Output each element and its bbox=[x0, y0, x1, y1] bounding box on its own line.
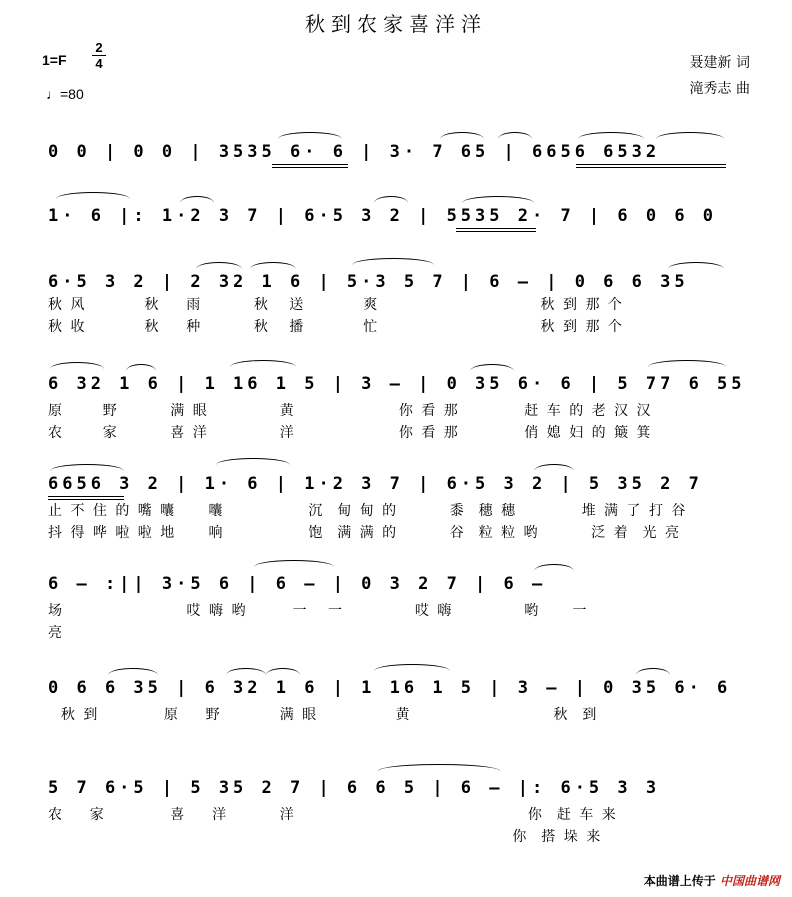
slur bbox=[278, 132, 342, 139]
lyrics-verse-2: 抖 得 哗 啦 啦 地 响 饱 满 满 的 谷 粒 粒 哟 泛 着 光 亮 bbox=[48, 525, 681, 541]
lyrics-verse-2: 秋 收 秋 种 秋 播 忙 秋 到 那 个 bbox=[48, 319, 624, 335]
slur bbox=[534, 564, 574, 571]
footer-uploaded-label: 本曲谱上传于 bbox=[643, 874, 716, 888]
slur bbox=[648, 360, 726, 367]
slur bbox=[534, 464, 574, 471]
notation-line: 0 0 | 0 0 | 3535 6· 6 | 3· 7 65 | 6656 6532 bbox=[48, 142, 661, 162]
notation-line: 6656 3 2 | 1· 6 | 1·2 3 7 | 6·5 3 2 | 5 35 2 7 bbox=[48, 474, 703, 494]
key-signature: 1=F bbox=[42, 52, 67, 68]
slur bbox=[668, 262, 724, 269]
beam-underline bbox=[576, 167, 726, 168]
slur bbox=[352, 258, 434, 265]
slur bbox=[226, 668, 266, 675]
lyrics-verse-1: 秋 风 秋 雨 秋 送 爽 秋 到 那 个 bbox=[48, 297, 624, 313]
slur bbox=[180, 196, 214, 203]
notation-line: 1· 6 |: 1·2 3 7 | 6·5 3 2 | 5535 2· 7 | 6 0 6 0 bbox=[48, 206, 718, 226]
slur bbox=[470, 364, 514, 371]
slur bbox=[374, 196, 408, 203]
slur bbox=[656, 132, 724, 139]
lyrics-verse-1: 原 野 满 眼 黄 你 看 那 赶 车 的 老 汉 汉 bbox=[48, 403, 653, 419]
beam-underline bbox=[456, 228, 536, 229]
notation-line: 5 7 6·5 | 5 35 2 7 | 6 6 5 | 6 – |: 6·5 3 3 bbox=[48, 778, 661, 798]
slur bbox=[250, 262, 296, 269]
song-title: 秋到农家喜洋洋 bbox=[305, 12, 487, 36]
notation-line: 6·5 3 2 | 2 32 1 6 | 5·3 5 7 | 6 – | 0 6 6 35 bbox=[48, 272, 689, 292]
lyrics-verse-2: 你 搭 垛 来 bbox=[48, 829, 603, 845]
lyrics-verse-1: 秋 到 原 野 满 眼 黄 秋 到 bbox=[48, 707, 599, 723]
beam-underline bbox=[576, 164, 726, 165]
slur bbox=[50, 464, 124, 471]
slur bbox=[578, 132, 644, 139]
lyrics-verse-1: 场 哎 嗨 哟 一 一 哎 嗨 哟 一 bbox=[48, 603, 589, 619]
lyrics-verse-1: 农 家 喜 洋 洋 你 赶 车 来 bbox=[48, 807, 618, 823]
slur bbox=[196, 262, 242, 269]
site-logo[interactable]: 中国曲谱网 bbox=[719, 874, 780, 888]
beam-underline bbox=[456, 231, 536, 232]
footer-attribution bbox=[644, 872, 780, 889]
lyrics-verse-1: 止 不 住 的 嘴 囔 囔 沉 甸 甸 的 黍 穗 穗 堆 满 了 打 谷 bbox=[48, 503, 688, 519]
slur bbox=[636, 668, 670, 675]
notation-line: 0 6 6 35 | 6 32 1 6 | 1 16 1 5 | 3 – | 0 35 6· 6 bbox=[48, 678, 732, 698]
slur bbox=[126, 364, 156, 371]
notation-line: 6 – :|| 3·5 6 | 6 – | 0 3 2 7 | 6 – bbox=[48, 574, 547, 594]
slur bbox=[440, 132, 484, 139]
notation-line: 6 32 1 6 | 1 16 1 5 | 3 – | 0 35 6· 6 | 5 77 6 55 bbox=[48, 374, 746, 394]
lyrics-verse-2: 亮 bbox=[48, 625, 64, 641]
slur bbox=[254, 560, 334, 567]
slur bbox=[462, 196, 534, 203]
lyrics-verse-2: 农 家 喜 洋 洋 你 看 那 俏 媳 妇 的 簸 箕 bbox=[48, 425, 653, 441]
composer-credit: 滝秀志 曲 bbox=[689, 81, 750, 97]
beam-underline bbox=[272, 167, 348, 168]
slur bbox=[230, 360, 296, 367]
slur bbox=[216, 458, 290, 465]
slur bbox=[498, 132, 532, 139]
time-signature-top: 2 bbox=[95, 40, 103, 55]
slur bbox=[108, 668, 158, 675]
slur bbox=[266, 668, 300, 675]
slur bbox=[374, 664, 450, 671]
beam-underline bbox=[48, 496, 124, 497]
slur bbox=[50, 362, 104, 369]
tempo-marking: ♩=80 bbox=[46, 86, 84, 102]
beam-underline bbox=[272, 164, 348, 165]
slur bbox=[378, 764, 500, 771]
time-signature-bottom: 4 bbox=[95, 56, 103, 71]
slur bbox=[56, 192, 130, 199]
time-signature bbox=[92, 40, 106, 71]
lyricist-credit: 聂建新 词 bbox=[689, 55, 750, 71]
